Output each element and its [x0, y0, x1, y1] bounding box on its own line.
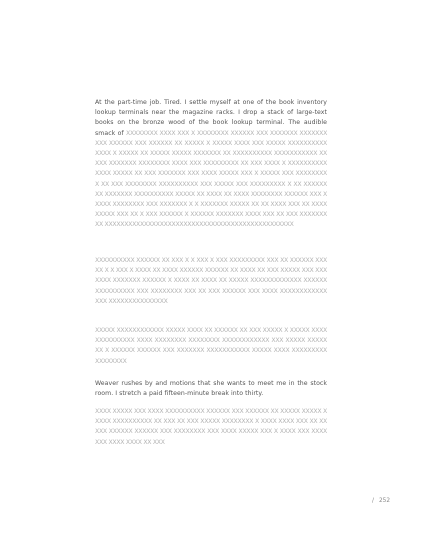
page-number: 252 — [378, 498, 391, 504]
redacted-paragraph-3: XXXXX XXXXXXXXXXXX XXXXX XXXX XX XXXXXX XX XXX XXXXX X XXXXX XXXXXXXXXXXXXX XXXX XXXXXXXX XXXXXXXX XXXXXXXXXXXX XXX XXXXX XXXXXXX X XXXXXX XXXXXX XXX XXXXXXX XXXXXXXXXXX XXXXX XXXX XXXXXXXXX XXXXXXXX — [95, 327, 327, 365]
redacted-text: XXXXXXXX XXXX XXX X XXXXXXXX XXXXXX XXX XXXXXXX XXXXXXXXXX XXXXXX XXX XXXXXX XX XXXXX X XXXXX XXXX XXX XXXXX XXXXXXXXXX XXXX X XXXXX XX XXXXX XXXXX XXXXXXX XX XXXXXXXXXX XXXXXXXXXXX XX XXX XXXXXXX XXXXXXXX XXXX XXX XXXXXXXXX XX XXX XXXX X XXXXXXXXXXXXXX XXXXX XX XXX XXXXXXX XXX XXXX XXXXX XXX X XXXXX XXX XXXXXXXXX XX XXX XXXXXXXX XXXXXXXXXX XXX XXXXX XXX XXXXXXXXX X XX XXXXXX XX XXXXXXX XXXXXXXXXX XXXXX XX XXXX XX XXXX XXXXXXXX XXXXXX XXX XXXXX XXXXXXXX XXX XXXXXXX X X XXXXXXX XXXXX XX XX XXXX XXX XX XXXX XXXXX XXX XX X XXX XXXXXX X XXXXXX XXXXXXX XXXX XXX XX XXX XXXXXXXXX XXXXXXXXXXXXXXXXXXXXXXXXXXXXXXXXXXXXXXXXXXXXXXXX — [95, 129, 328, 229]
paragraph-weaver: Weaver rushes by and motions that she wants to meet me in the stock room. I stretch a paid fifteen-minute break into thirty. — [95, 380, 327, 398]
redacted-paragraph-5: XXXX XXXXX XXX XXXX XXXXXXXXXX XXXXXX XXX XXXXXX XX XXXXX XXXXX XXXXX XXXXXXXXXX XX XXX XX XXX XXXXX XXXXXXXX X XXXX XXXX XXX XX XX XXX XXXXXX XXXXXX XXX XXXXXXXX XXX XXXX XXXXX XXX X XXXX XXX XXXX XXX XXXX XXXX XX XXX — [95, 408, 327, 446]
intro-text: At the part-time job. Tired. I settle myself at one of the book inventory lookup terminals near the magazine racks. I drop a stack of large-text books on the bronze wood of the book lookup terminal. The audible smack of — [95, 99, 327, 137]
redacted-paragraph-2: XXXXXXXXXX XXXXXX XX XXX X X XXX X XXX XXXXXXXXX XXX XX XXXXXX XXXXX X X XXX X XXXX XX XXXX XXXXXX XXXXXX XX XXXX XX XXX XXXXX XXX XXXXXXX XXXXXXX XXXXXX X XXXX XX XXXX XX XXXXX XXXXXXXXXXXXX XXXXXX XXXXXXXXXX XXX XXXXXXXX XXX XX XXX XXXXXX XXX XXXX XXXXXXXXXXXX XXX XXXXXXXXXXXXXXX — [95, 257, 327, 305]
footer-separator: / — [372, 498, 374, 504]
paragraph-intro — [95, 98, 327, 231]
page-footer — [372, 498, 390, 504]
